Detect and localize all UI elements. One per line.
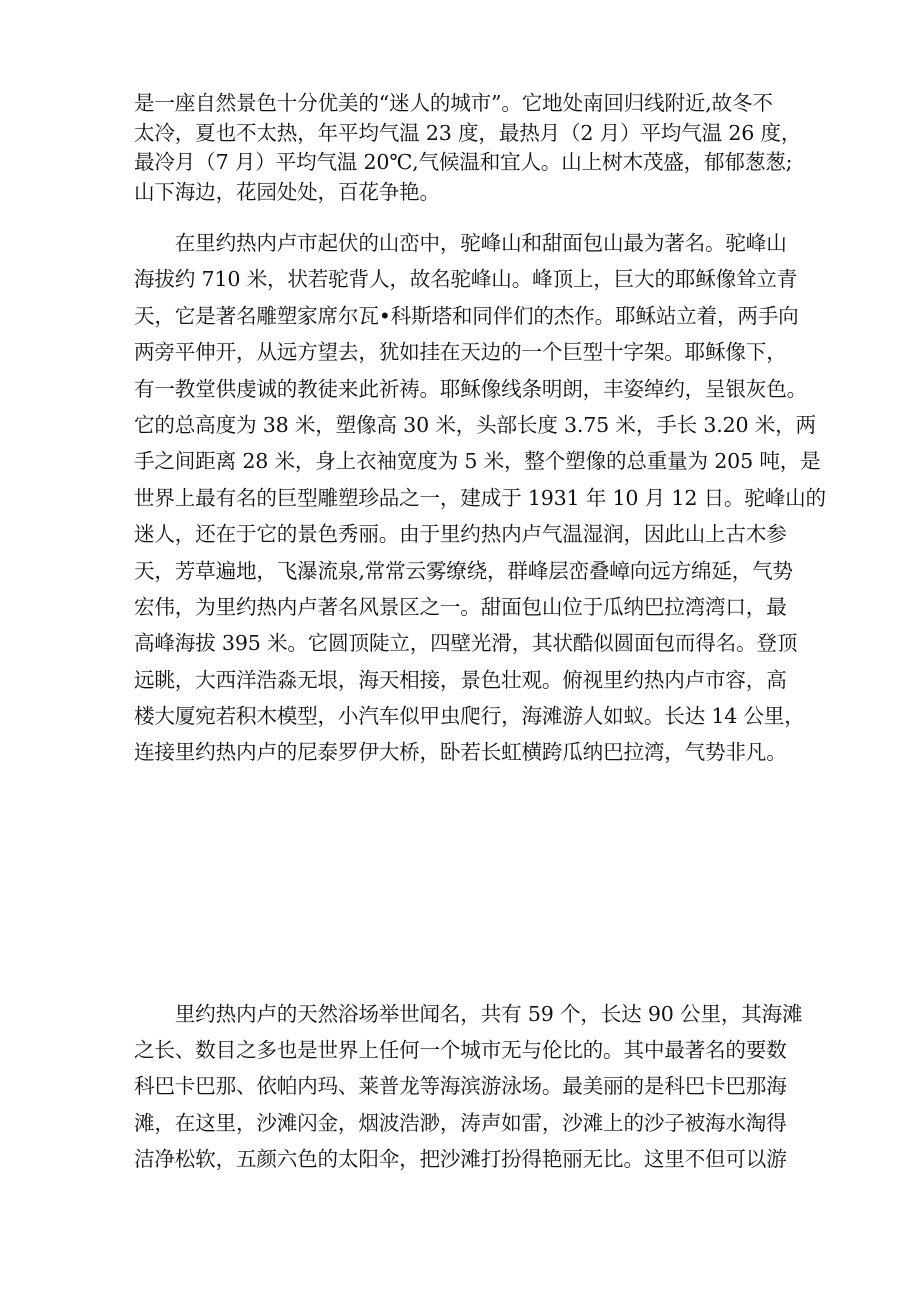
text-line: 是一座自然景色十分优美的“迷人的城市”。它地处南回归线附近,故冬不 — [134, 91, 773, 115]
paragraph-climate — [134, 89, 804, 207]
text-line: 宏伟，为里约热内卢著名风景区之一。甜面包山位于瓜纳巴拉湾湾口，最 — [134, 594, 787, 619]
text-line: 山下海边，花园处处，百花争艳。 — [134, 179, 440, 204]
text-line: 最冷月（7 月）平均气温 20℃,气候温和宜人。山上树木茂盛，郁郁葱葱; — [134, 150, 793, 174]
text-line: 科巴卡巴那、依帕内玛、莱普龙等海滨游泳场。最美丽的是科巴卡巴那海 — [134, 1074, 787, 1099]
text-line: 世界上最有名的巨型雕塑珍品之一，建成于 1931 年 10 月 12 日。驼峰山的 — [134, 485, 826, 510]
text-line: 滩，在这里，沙滩闪金，烟波浩渺，涛声如雷，沙滩上的沙子被海水淘得 — [134, 1110, 787, 1135]
text-line: 天，芳草遍地，飞瀑流泉,常常云雾缭绕，群峰层峦叠嶂向远方绵延，气势 — [134, 558, 793, 583]
text-line: 连接里约热内卢的尼泰罗伊大桥，卧若长虹横跨瓜纳巴拉湾，气势非凡。 — [134, 740, 787, 765]
text-line: 在里约热内卢市起伏的山峦中，驼峰山和甜面包山最为著名。驼峰山 — [134, 231, 787, 255]
text-line: 远眺，大西洋浩淼无垠，海天相接，景色壮观。俯视里约热内卢市容，高 — [134, 667, 787, 692]
paragraph-mountains — [134, 225, 826, 771]
text-line: 天，它是著名雕塑家席尔瓦•科斯塔和同伴们的杰作。耶稣站立着，两手向 — [134, 303, 799, 328]
text-line: 楼大厦宛若积木模型，小汽车似甲虫爬行，海滩游人如蚁。长达 14 公里， — [134, 704, 805, 729]
text-line: 洁净松软，五颜六色的太阳伞，把沙滩打扮得艳丽无比。这里不但可以游 — [134, 1146, 787, 1171]
text-line: 海拔约 710 米，状若驼背人，故名驼峰山。峰顶上，巨大的耶稣像耸立青 — [134, 267, 798, 292]
text-line: 两旁平伸开，从远方望去，犹如挂在天边的一个巨型十字架。耶稣像下， — [134, 340, 787, 365]
text-line: 迷人，还在于它的景色秀丽。由于里约热内卢气温湿润，因此山上古木参 — [134, 522, 787, 547]
text-line: 太冷，夏也不太热，年平均气温 23 度，最热月（2 月）平均气温 26 度， — [134, 120, 802, 145]
paragraph-beaches — [134, 996, 804, 1177]
text-line: 它的总高度为 38 米，塑像高 30 米，头部长度 3.75 米，手长 3.20 米，两 — [134, 412, 816, 437]
text-line: 高峰海拔 395 米。它圆顶陡立，四壁光滑，其状酷似圆面包而得名。登顶 — [134, 631, 798, 656]
text-line: 有一教堂供虔诚的教徒来此祈祷。耶稣像线条明朗，丰姿绰约，呈银灰色。 — [134, 376, 807, 401]
text-line: 之长、数目之多也是世界上任何一个城市无与伦比的。其中最著名的要数 — [134, 1038, 787, 1063]
text-line: 里约热内卢的天然浴场举世闻名，共有 59 个，长达 90 公里，其海滩 — [134, 1002, 803, 1026]
text-line: 手之间距离 28 米，身上衣袖宽度为 5 米，整个塑像的总重量为 205 吨，是 — [134, 449, 821, 474]
